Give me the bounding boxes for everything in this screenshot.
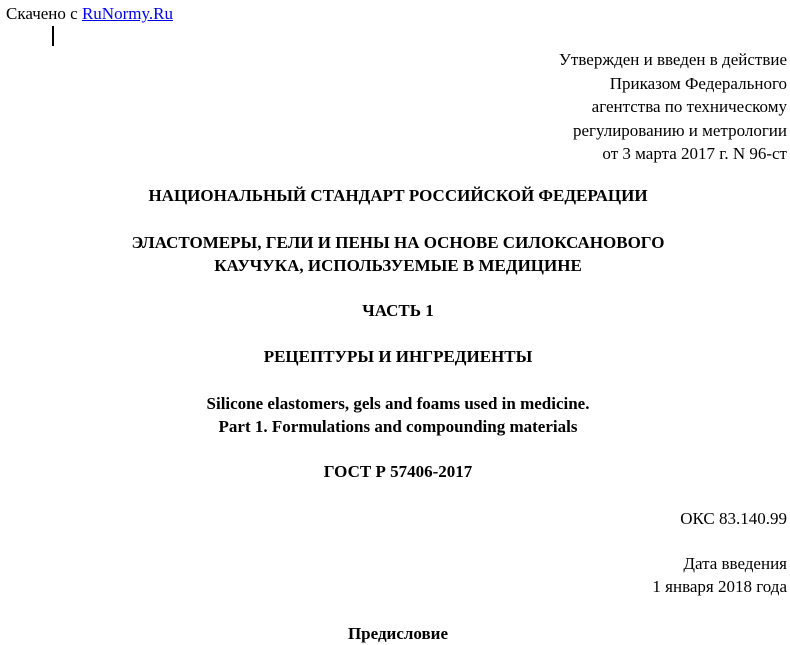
preface-heading: Предисловие: [347, 624, 449, 643]
download-prefix: Скачено с: [6, 4, 78, 23]
approval-line: регулированию и метрологии: [572, 120, 787, 140]
runormy-link[interactable]: RuNormy.Ru: [81, 4, 173, 23]
english-title-line: Part 1. Formulations and compounding materials: [218, 417, 578, 436]
document-title: [0, 231, 790, 277]
title-line: КАУЧУКА, ИСПОЛЬЗУЕМЫЕ В МЕДИЦИНЕ: [214, 256, 582, 275]
download-source: [6, 4, 173, 24]
title-line: ЭЛАСТОМЕРЫ, ГЕЛИ И ПЕНЫ НА ОСНОВЕ СИЛОКСАНОВОГО: [131, 233, 665, 252]
approval-line: от 3 марта 2017 г. N 96-ст: [602, 144, 787, 163]
text-cursor: [52, 26, 54, 46]
approval-line: Утвержден и введен в действие: [558, 50, 787, 69]
national-standard-heading: НАЦИОНАЛЬНЫЙ СТАНДАРТ РОССИЙСКОЙ ФЕДЕРАЦИИ: [148, 186, 648, 205]
part-label: ЧАСТЬ 1: [362, 301, 434, 320]
approval-block: [559, 48, 787, 166]
approval-line: агентства по техническому: [591, 97, 787, 116]
standard-number: ГОСТ Р 57406-2017: [323, 462, 473, 481]
intro-date-label: Дата введения: [683, 554, 787, 573]
approval-line: Приказом Федерального: [609, 73, 787, 93]
oks-code: ОКС 83.140.99: [680, 509, 787, 528]
document-subtitle: РЕЦЕПТУРЫ И ИНГРЕДИЕНТЫ: [263, 347, 533, 366]
intro-date-value: 1 января 2018 года: [652, 577, 787, 596]
intro-date-block: [652, 552, 787, 598]
english-title: [0, 392, 790, 438]
english-title-line: Silicone elastomers, gels and foams used in medicine.: [206, 394, 590, 413]
